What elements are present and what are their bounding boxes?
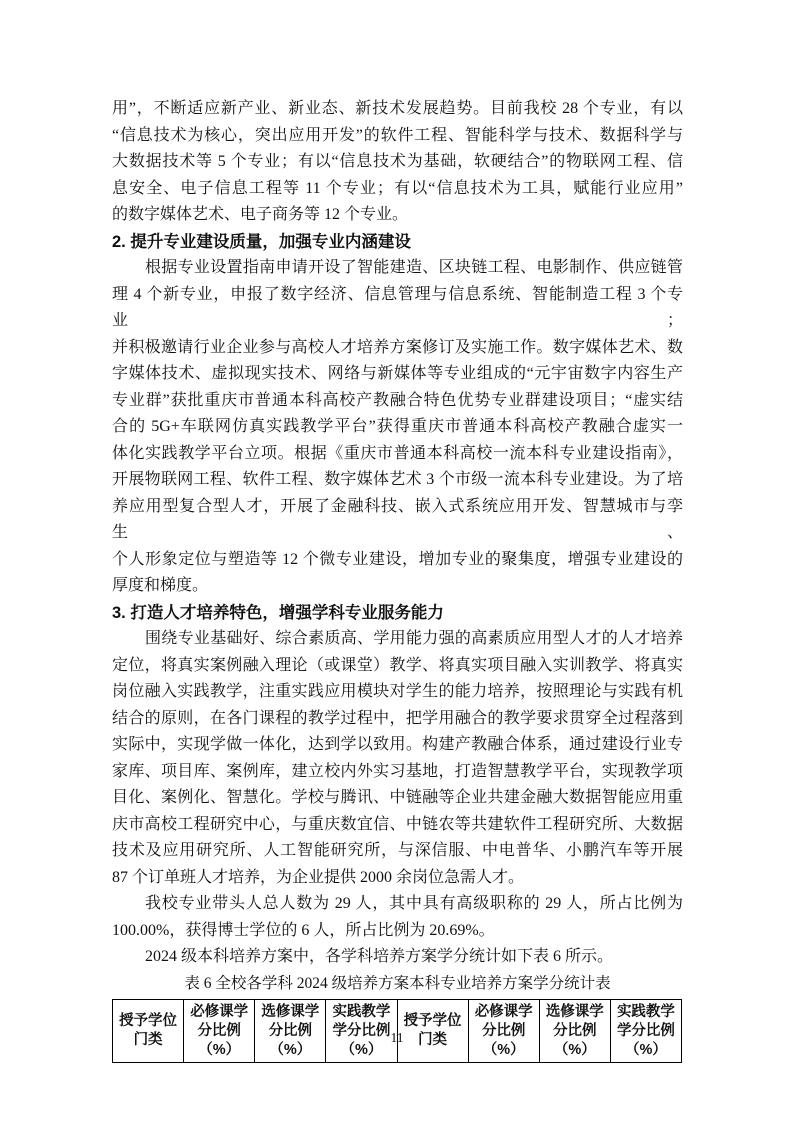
text-line: 个人形象定位与塑造等 12 个微专业建设，增加专业的聚集度，增强专业建设的 — [112, 550, 683, 568]
text-line: 字媒体技术、虚拟现实技术、网络与新媒体等专业组成的“元宇宙数字内容生产 — [112, 365, 683, 382]
section-heading: 3. 打造人才培养特色，增强学科专业服务能力 — [112, 603, 444, 622]
text-line: 合的 5G+车联网仿真实践教学平台”获得重庆市普通本科高校产教融合虚实一 — [112, 418, 683, 435]
section-heading: 2. 提升专业建设质量，加强专业内涵建设 — [112, 232, 411, 251]
page-content — [112, 96, 683, 1063]
table-header-cell: 授予学位 门类 — [397, 1000, 468, 1063]
table-caption: 表 6 全校各学科 2024 级培养方案本科专业培养方案学分统计表 — [184, 974, 611, 992]
text-line: 庆市高校工程研究中心，与重庆数宜信、中链农等共建软件工程研究所、大数据 — [112, 815, 683, 833]
text-line: 并积极邀请行业企业参与高校人才培养方案修订及实施工作。数字媒体艺术、数 — [112, 338, 683, 356]
table-header-cell: 必修课学 分比例 （%） — [184, 1000, 255, 1063]
text-line: 开展物联网工程、软件工程、数字媒体艺术 3 个市级一流本科专业建设。为了培 — [112, 471, 683, 488]
text-line: 我校专业带头人总人数为 29 人，其中具有高级职称的 29 人，所占比例为 — [145, 895, 683, 912]
table-header-cell: 实践教学 学分比例 （%） — [610, 1000, 681, 1063]
text-line: “信息技术为核心，突出应用开发”的软件工程、智能科学与技术、数据科学与 — [112, 126, 683, 144]
text-line: 结合的原则，在各门课程的教学过程中，把学用融合的教学要求贯穿全过程落到 — [112, 709, 683, 727]
page-number: 11 — [390, 1030, 404, 1045]
table-header-cell: 授予学位 门类 — [113, 1000, 184, 1063]
text-line: 体化实践教学平台立项。根据《重庆市普通本科高校一流本科专业建设指南》， — [112, 444, 683, 462]
text-line: 用”，不断适应新产业、新业态、新技术发展趋势。目前我校 28 个专业，有以 — [112, 100, 683, 117]
text-line: 的数字媒体艺术、电子商务等 12 个专业。 — [112, 206, 409, 223]
text-line: 定位，将真实案例融入理论（或课堂）教学、将真实项目融入实训教学、将真实 — [112, 656, 683, 674]
text-line: 100.00%，获得博士学位的 6 人，所占比例为 20.69%。 — [112, 921, 495, 939]
text-line: 理 4 个新专业，申报了数字经济、信息管理与信息系统、智能制造工程 3 个专业； — [112, 285, 683, 329]
text-line: 根据专业设置指南申请开设了智能建造、区块链工程、电影制作、供应链管 — [145, 259, 683, 276]
text-line: 大数据技术等 5 个专业；有以“信息技术为基础，软硬结合”的物联网工程、信 — [112, 153, 683, 170]
table-header-cell: 实践教学 学分比例 （%） — [326, 1000, 397, 1063]
table-header-cell: 必修课学 分比例 （%） — [468, 1000, 539, 1063]
table-header-cell: 选修课学 分比例 （%） — [539, 1000, 610, 1063]
text-line: 岗位融入实践教学，注重实践应用模块对学生的能力培养，按照理论与实践有机 — [112, 683, 683, 700]
text-line: 2024 级本科培养方案中，各学科培养方案学分统计如下表 6 所示。 — [145, 948, 614, 965]
text-line: 专业群”获批重庆市普通本科高校产教融合特色优势专业群建设项目；“虚实结 — [112, 391, 683, 409]
text-line: 围绕专业基础好、综合素质高、学用能力强的高素质应用型人才的人才培养 — [145, 630, 683, 647]
text-line: 目化、案例化、智慧化。学校与腾讯、中链融等企业共建金融大数据智能应用重 — [112, 789, 683, 806]
text-line: 技术及应用研究所、人工智能研究所，与深信服、中电普华、小鹏汽车等开展 — [112, 842, 683, 859]
text-line: 养应用型复合型人才，开展了金融科技、嵌入式系统应用开发、智慧城市与孪生、 — [112, 497, 683, 541]
text-line: 厚度和梯度。 — [112, 577, 209, 594]
text-line: 息安全、电子信息工程等 11 个专业；有以“信息技术为工具，赋能行业应用” — [112, 179, 683, 197]
text-line: 实际中，实现学做一体化，达到学以致用。构建产教融合体系，通过建设行业专 — [112, 736, 683, 753]
table-header-cell: 选修课学 分比例 （%） — [255, 1000, 326, 1063]
text-line: 87 个订单班人才培养，为企业提供 2000 余岗位急需人才。 — [112, 868, 525, 886]
text-line: 家库、项目库、案例库，建立校内外实习基地，打造智慧教学平台，实现教学项 — [112, 762, 683, 780]
